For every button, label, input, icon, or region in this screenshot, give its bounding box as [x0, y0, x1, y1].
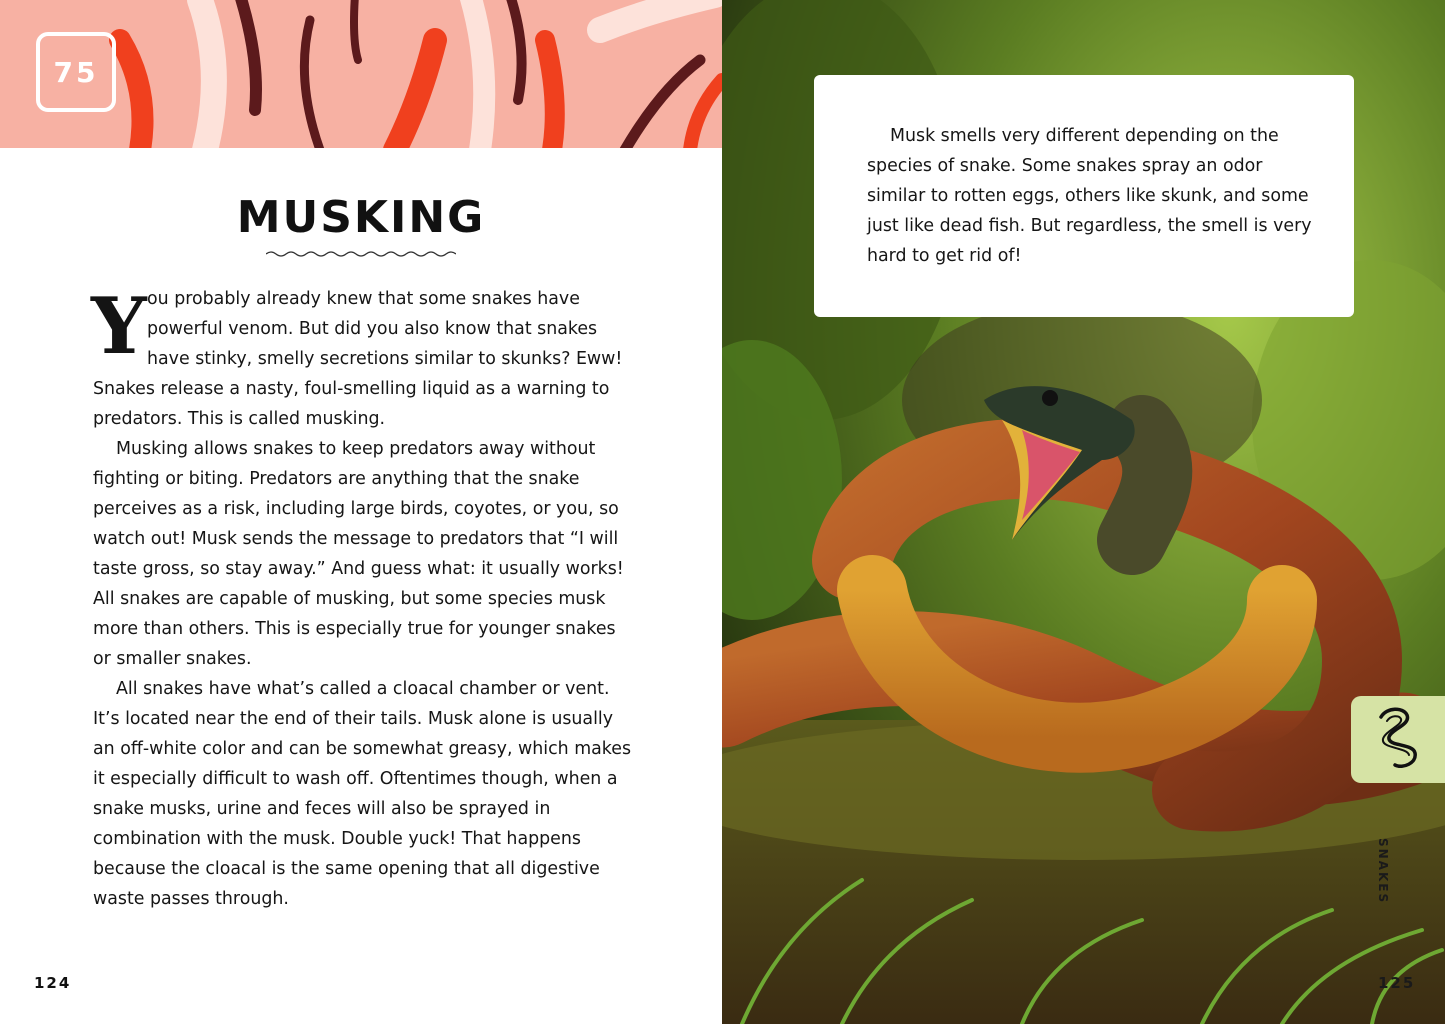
- left-page: [0, 0, 722, 1024]
- decorative-banner: [0, 0, 722, 148]
- drop-cap: Y: [91, 281, 147, 372]
- right-page: [722, 0, 1445, 1024]
- title-underline-squiggle: [266, 249, 456, 259]
- paragraph-3: All snakes have what’s called a cloacal chamber or vent. It’s located near the end of their tails. Musk alone is usually an off-white color and can be somewhat greasy, which makes it especially difficult to wash off. Oftentimes though, when a snake musks, urine and feces will also be sprayed in combination with the musk. Double yuck! That happens because the cloacal is the same opening that all digestive waste passes through.: [93, 679, 632, 909]
- page-number-left: 124: [34, 974, 72, 992]
- page-title: MUSKING: [236, 192, 486, 243]
- section-tab: [1351, 696, 1445, 783]
- paragraph-2: Musking allows snakes to keep predators away without fighting or biting. Predators are anything that the snake perceives as a risk, including large birds, coyotes, or you, so watch out! Musk sends the message to predators that “I will taste gross, so stay away.” And guess what: it usually works! All snakes are capable of musking, but some species musk more than others. This is especially true for younger snakes or smaller snakes.: [93, 439, 624, 669]
- page-number-right: 125: [1378, 974, 1416, 992]
- paragraph-1-text: ou probably already knew that some snakes have powerful venom. But did you also know that snakes have stinky, smelly secretions similar to skunks? Eww! Snakes release a nasty, foul-smelling liquid as a warning to predators. This is called musking.: [93, 289, 623, 429]
- callout-text: Musk smells very different depending on the species of snake. Some snakes spray an odor similar to rotten eggs, others like skunk, and some just like dead fish. But regardless, the smell is very hard to get rid of!: [867, 126, 1312, 266]
- paragraph-1: [91, 281, 633, 434]
- fact-number-badge: 75: [36, 32, 116, 112]
- snake-icon: [1373, 705, 1423, 775]
- article-body: [91, 281, 633, 914]
- callout-box: [814, 75, 1354, 317]
- section-label: SNAKES: [1376, 838, 1390, 905]
